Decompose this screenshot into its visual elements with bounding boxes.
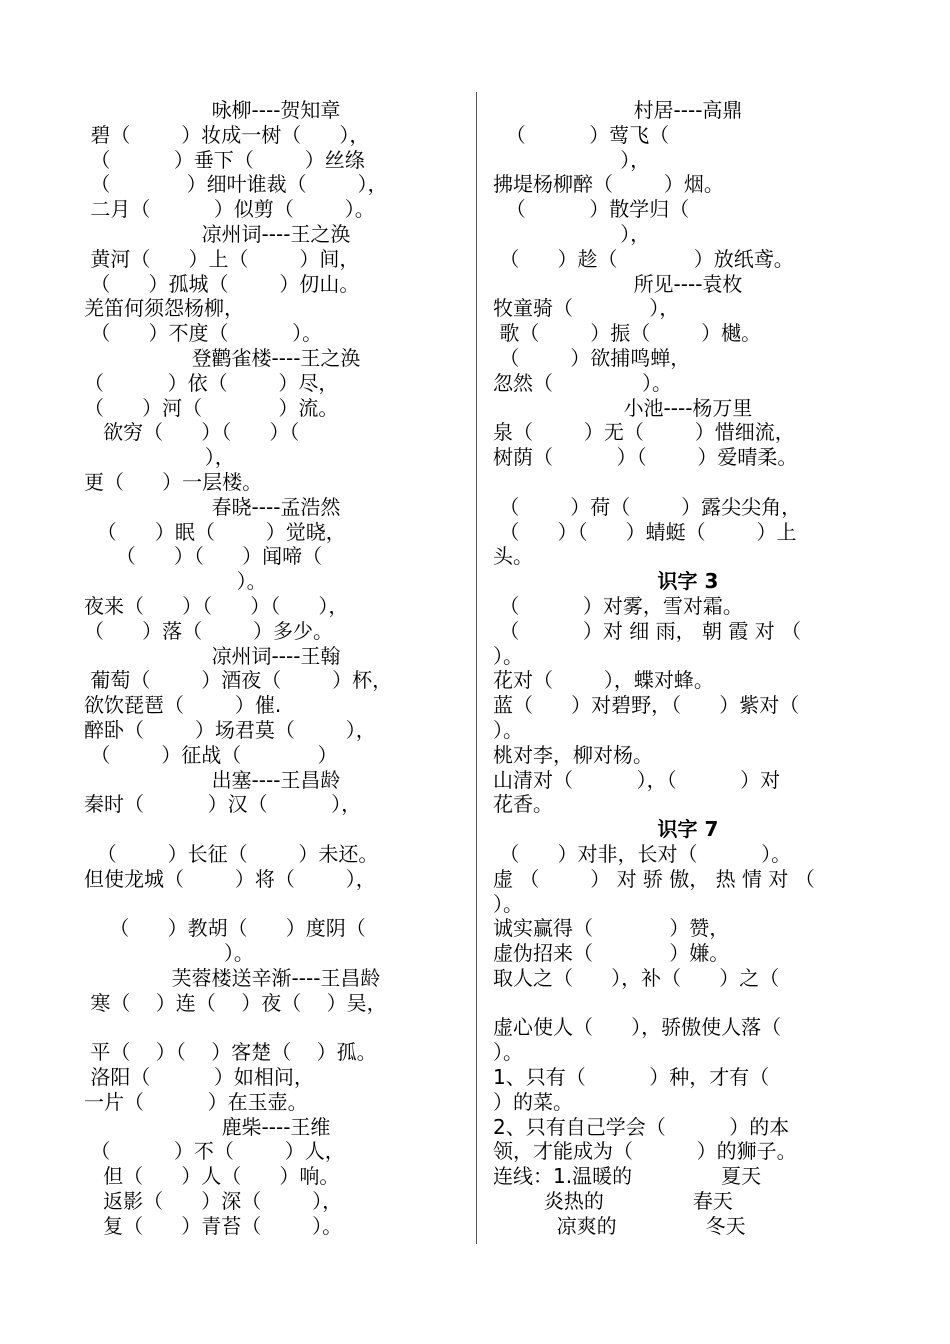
text-line: 诚实赢得（ ）赞， <box>493 916 730 941</box>
text-line: ）。 <box>493 1040 523 1065</box>
text-line: （ ）荷（ ）露尖尖角， <box>493 494 802 519</box>
text-line: （ ）依（ ）尽， <box>84 370 339 395</box>
text-line: 歌（ ）振（ ）樾。 <box>493 321 762 346</box>
text-line: 牧童骑（ ）， <box>493 296 680 321</box>
text-line: 泉（ ）无（ ）惜细流， <box>493 420 795 445</box>
text-line: （ ）眠（ ）觉晓， <box>84 519 346 544</box>
text-line: （ ）对雾，雪对霜。 <box>493 593 743 618</box>
text-line: 但（ ）人（ ）响。 <box>84 1164 340 1189</box>
text-line: （ ）趁（ ）放纸鸢。 <box>493 246 794 271</box>
text-line: 返影（ ）深（ ）， <box>84 1189 343 1214</box>
poem-title: 鹿柴----王维 <box>221 1114 331 1139</box>
text-line: （ ）细叶谁裁（ ）， <box>84 172 388 197</box>
text-line: 碧（ ）妆成一树（ ）， <box>84 122 370 147</box>
text-line: 复（ ）青苔（ ）。 <box>84 1213 343 1238</box>
text-line: 平（ ）（ ）客楚（ ）孤。 <box>84 1040 377 1065</box>
text-line: （ ）（ ）蜻蜓（ ）上 <box>493 519 797 544</box>
text-line: 花对（ ），蝶对蜂。 <box>493 668 714 693</box>
text-line: （ ）不度（ ）。 <box>84 321 323 346</box>
text-line: 更（ ）一层楼。 <box>84 469 263 494</box>
text-line: 炎热的 春天 <box>493 1189 733 1214</box>
poem-title: 凉州词----王之涣 <box>201 221 351 246</box>
text-line: （ ）散学归（ <box>493 197 690 222</box>
text-line: ）。 <box>84 569 267 594</box>
text-line: ）， <box>493 147 651 172</box>
text-line: 夜来（ ）（ ）（ ）， <box>84 593 349 618</box>
text-line: 头。 <box>493 544 533 569</box>
text-line: （ ）孤城（ ）仞山。 <box>84 271 360 296</box>
text-line: ）。 <box>493 643 523 668</box>
text-line: （ ）河（ ）流。 <box>84 395 339 420</box>
text-line: 虚 （ ） 对 骄 傲， 热 情 对 （ <box>493 866 815 891</box>
text-line: （ ）垂下（ ）丝绦 <box>84 147 365 172</box>
text-line: 醉卧（ ）场君莫（ ）， <box>84 717 376 742</box>
text-line <box>84 817 468 842</box>
text-line: 寒（ ）连（ ）夜（ ）吴， <box>84 990 387 1015</box>
section-heading: 识字 3 <box>657 569 719 594</box>
text-line: 欲穷（ ）（ ）（ <box>84 420 300 445</box>
poem-title: 登鹳雀楼----王之涣 <box>191 345 361 370</box>
poem-title: 出塞----王昌龄 <box>211 767 341 792</box>
text-line: 桃对李，柳对杨。 <box>493 742 653 767</box>
text-line <box>493 991 883 1016</box>
text-line: 凉爽的 冬天 <box>493 1213 746 1238</box>
text-line: 花香。 <box>493 792 553 817</box>
poem-title: 咏柳----贺知章 <box>211 98 341 122</box>
text-line: 领，才能成为（ ）的狮子。 <box>493 1139 797 1164</box>
text-line: （ ）欲捕鸣蝉， <box>493 345 691 370</box>
text-line: 二月（ ）似剪（ ）。 <box>84 197 375 222</box>
text-line: 蓝（ ）对碧野，（ ）紫对（ <box>493 693 800 718</box>
text-line: ）的菜。 <box>493 1089 573 1114</box>
text-line: 一片（ ）在玉壶。 <box>84 1089 308 1114</box>
text-line <box>493 470 883 495</box>
text-line: （ ）对非，长对（ ）。 <box>493 841 792 866</box>
text-line: 葡萄（ ）酒夜（ ）杯， <box>84 668 393 693</box>
column-divider <box>476 92 477 1244</box>
right-column <box>493 98 883 1239</box>
text-line: 忽然（ ）。 <box>493 370 673 395</box>
text-line: （ ）教胡（ ）度阴（ <box>84 916 366 941</box>
text-line: 黄河（ ）上（ ）间， <box>84 246 360 271</box>
text-line: 虚心使人（ ），骄傲使人落（ <box>493 1015 782 1040</box>
text-line: 连线：1.温暖的 夏天 <box>493 1164 762 1189</box>
text-line: 秦时（ ）汉（ ）， <box>84 792 362 817</box>
text-line: （ ）征战（ ） <box>84 742 338 767</box>
text-line: 洛阳（ ）如相问， <box>84 1065 314 1090</box>
text-line: 虚伪招来（ ）嫌。 <box>493 941 730 966</box>
text-line: 树荫（ ）（ ）爱晴柔。 <box>493 445 798 470</box>
text-line: （ ）不（ ）人， <box>84 1139 345 1164</box>
text-line: 1、只有（ ）种，才有（ <box>493 1065 770 1090</box>
text-line: 拂堤杨柳醉（ ）烟。 <box>493 172 724 197</box>
text-line: 欲饮琵琶（ ）催. <box>84 693 282 718</box>
poem-title: 凉州词----王翰 <box>211 643 341 668</box>
text-line: （ ）长征（ ）未还。 <box>84 841 379 866</box>
poem-title: 所见----袁枚 <box>633 271 743 296</box>
text-line: 但使龙城（ ）将（ ）， <box>84 866 376 891</box>
text-line: ）。 <box>493 891 523 916</box>
text-line: ）。 <box>493 717 523 742</box>
text-line <box>84 1015 468 1040</box>
text-line: 山清对（ ），（ ）对 <box>493 767 781 792</box>
poem-title: 春晓----孟浩然 <box>211 494 341 519</box>
text-line: （ ）对 细 雨， 朝 霞 对 （ <box>493 618 802 643</box>
section-heading: 识字 7 <box>657 817 719 842</box>
text-line: 羌笛何须怨杨柳， <box>84 296 244 321</box>
left-column <box>84 98 468 1239</box>
poem-title: 芙蓉楼送辛渐----王昌龄 <box>171 965 381 990</box>
text-line: 取人之（ ），补（ ）之（ <box>493 965 780 990</box>
text-line: 2、只有自己学会（ ）的本 <box>493 1114 790 1139</box>
poem-title: 村居----高鼎 <box>633 98 743 122</box>
text-line: （ ）（ ）闻啼（ <box>84 544 323 569</box>
text-line: （ ）莺飞（ <box>493 122 670 147</box>
text-line: ）。 <box>84 941 254 966</box>
text-line <box>84 892 468 917</box>
poem-title: 小池----杨万里 <box>623 395 753 420</box>
text-line: ）， <box>84 445 235 470</box>
text-line: （ ）落（ ）多少。 <box>84 618 334 643</box>
text-line: ）， <box>493 221 651 246</box>
